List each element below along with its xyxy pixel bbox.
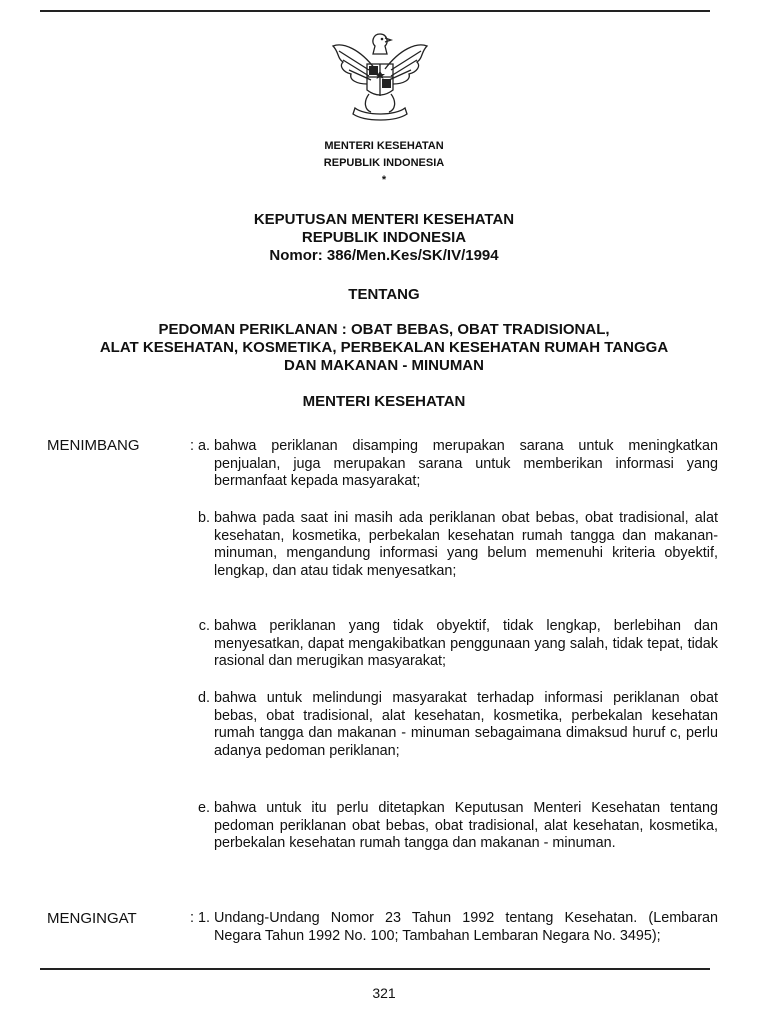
item-marker: : 1. <box>190 910 210 926</box>
issuing-office <box>0 138 768 189</box>
item-marker: d. <box>197 690 210 706</box>
top-rule <box>40 10 710 12</box>
item-text: Undang-Undang Nomor 23 Tahun 1992 tentang Kesehatan. (Lembaran Negara Tahun 1992 No. 100; Tambahan Lembaran Negara No. 3495); <box>214 910 718 944</box>
item-marker: : a. <box>190 438 210 454</box>
mengingat-label: MENGINGAT <box>47 910 137 927</box>
asterisk-mark: * <box>381 174 387 186</box>
decree-title-line1: KEPUTUSAN MENTERI KESEHATAN <box>253 211 515 228</box>
item-text: bahwa pada saat ini masih ada periklanan obat bebas, obat tradisional, alat kesehatan, kosmetika, perbekalan kesehatan rumah tangga dan makanan-minuman, mengandung informasi yang belum memenuhi kriteria obyektif, lengkap, dan atau tidak menyesatkan; <box>214 510 718 579</box>
page-number: 321 <box>372 985 396 1001</box>
bottom-rule <box>40 968 710 970</box>
item-text: bahwa untuk melindungi masyarakat terhadap informasi periklanan obat bebas, obat tradisional, alat kesehatan, kosmetika, perbekalan kesehatan rumah tangga dan makanan - minuman sebagaimana dimaksud huruf c, perlu adanya pedoman periklanan; <box>214 690 718 759</box>
tentang-heading: TENTANG <box>348 286 420 303</box>
menimbang-label: MENIMBANG <box>47 437 140 454</box>
subject-line2: ALAT KESEHATAN, KOSMETIKA, PERBEKALAN KESEHATAN RUMAH TANGGA <box>99 339 669 356</box>
minister-heading: MENTERI KESEHATAN <box>302 393 466 410</box>
decree-title-line2: REPUBLIK INDONESIA <box>301 229 467 246</box>
decree-heading <box>0 211 768 265</box>
item-text: bahwa periklanan yang tidak obyektif, tidak lengkap, berlebihan dan menyesatkan, dapat mengakibatkan penggunaan yang salah, tidak tepat, tidak rasional dan merugikan masyarakat; <box>214 618 718 670</box>
item-marker: c. <box>198 618 210 634</box>
subject-line1: PEDOMAN PERIKLANAN : OBAT BEBAS, OBAT TRADISIONAL, <box>158 321 610 338</box>
decree-subject <box>0 321 768 375</box>
subject-line3: DAN MAKANAN - MINUMAN <box>284 357 484 374</box>
item-marker: e. <box>197 800 210 816</box>
republic-name: REPUBLIK INDONESIA <box>323 157 445 169</box>
decree-number: Nomor: 386/Men.Kes/SK/IV/1994 <box>269 247 499 264</box>
garuda-emblem-icon <box>325 24 435 124</box>
item-marker: b. <box>197 510 210 526</box>
item-text: bahwa untuk itu perlu ditetapkan Keputusan Menteri Kesehatan tentang pedoman periklanan obat bebas, obat tradisional, alat kesehatan, kosmetika, perbekalan kesehatan rumah tangga dan makanan - minuman. <box>214 800 718 852</box>
ministry-name: MENTERI KESEHATAN <box>324 140 444 152</box>
item-text: bahwa periklanan disamping merupakan sarana untuk meningkatkan penjualan, juga merupakan sarana untuk memberikan informasi yang bermanfaat kepada masyarakat; <box>214 438 718 490</box>
